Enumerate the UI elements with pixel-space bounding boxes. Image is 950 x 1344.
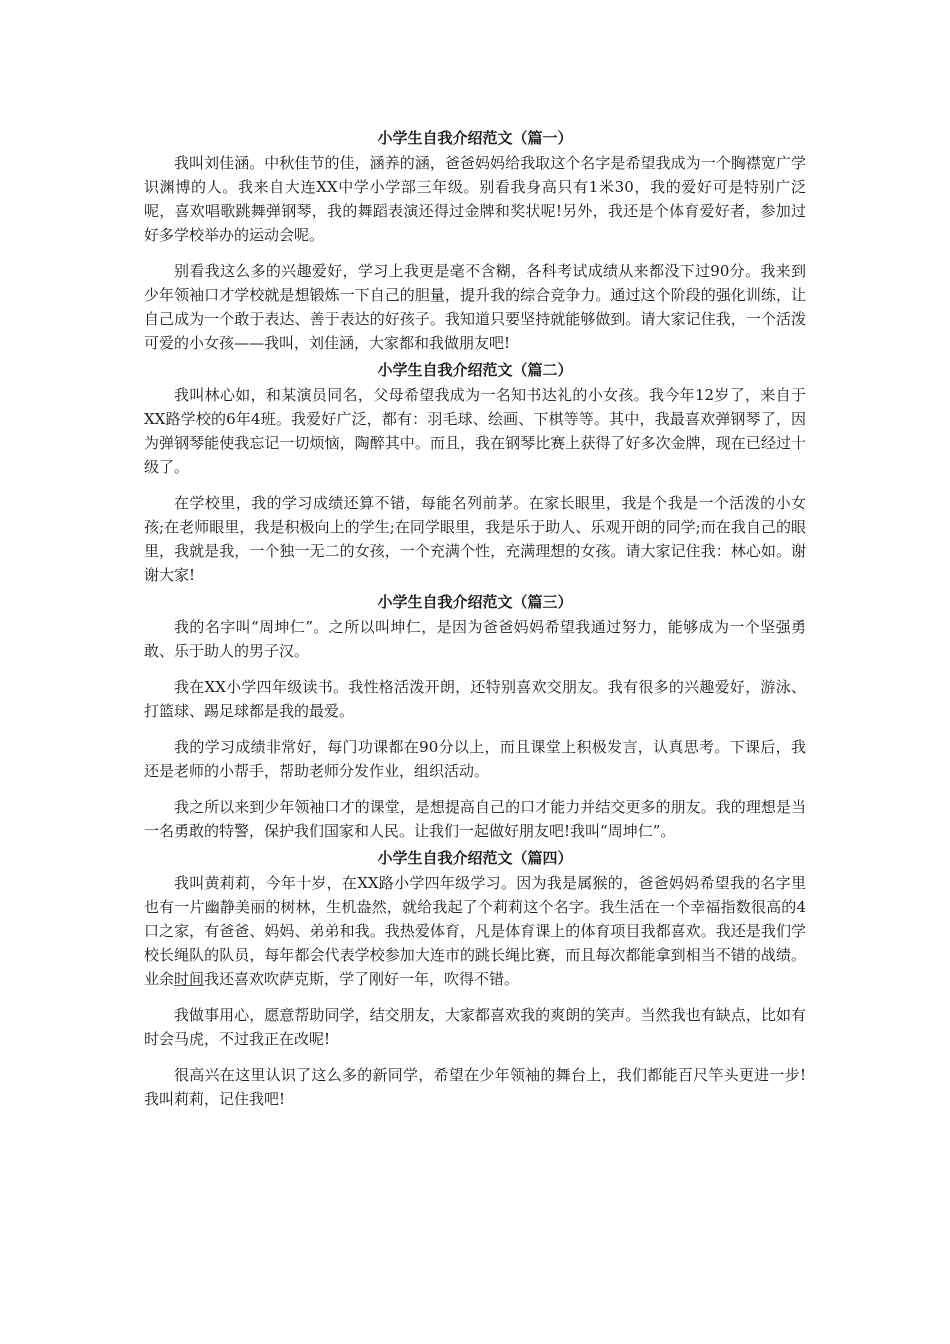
- paragraph: 我叫林心如，和某演员同名，父母希望我成为一名知书达礼的小女孩。我今年12岁了，来自于XX路学校的6年4班。我爱好广泛，都有：羽毛球、绘画、下棋等等。其中，我最喜欢弹钢琴了，因为弹钢琴能使我忘记一切烦恼，陶醉其中。而且，我在钢琴比赛上获得了好多次金牌，现在已经过十级了。: [144, 386, 806, 476]
- paragraph: 别看我这么多的兴趣爱好，学习上我更是毫不含糊，各科考试成绩从来都没下过90分。我来到少年领袖口才学校就是想锻炼一下自己的胆量，提升我的综合竞争力。通过这个阶段的强化训练，让自己成为一个敢于表达、善于表达的好孩子。我知道只要坚持就能够做到。请大家记住我，一个活泼可爱的小女孩——我叫，刘佳涵，大家都和我做朋友吧!: [144, 262, 806, 352]
- document-page: [144, 120, 806, 1113]
- section-title: 小学生自我介绍范文（篇二）: [377, 361, 573, 379]
- section-1: [144, 125, 806, 355]
- section-title: 小学生自我介绍范文（篇一）: [377, 129, 573, 147]
- paragraph: 我在XX小学四年级读书。我性格活泼开朗，还特别喜欢交朋友。我有很多的兴趣爱好，游泳、打篮球、踢足球都是我的最爱。: [144, 678, 806, 720]
- paragraph: 我的名字叫“周坤仁”。之所以叫坤仁，是因为爸爸妈妈希望我通过努力，能够成为一个坚强勇敢、乐于助人的男子汉。: [144, 618, 806, 660]
- paragraph: 很高兴在这里认识了这么多的新同学，希望在少年领袖的舞台上，我们都能百尺竿头更进一步!我叫莉莉，记住我吧!: [144, 1066, 806, 1108]
- section-3: [144, 589, 806, 843]
- paragraph: 我叫刘佳涵。中秋佳节的佳，涵养的涵，爸爸妈妈给我取这个名字是希望我成为一个胸襟宽广学识渊博的人。我来自大连XX中学小学部三年级。别看我身高只有1米30，我的爱好可是特别广泛呢，喜欢唱歌跳舞弹钢琴，我的舞蹈表演还得过金牌和奖状呢!另外，我还是个体育爱好者，参加过好多学校举办的运动会呢。: [144, 154, 806, 244]
- section-2: [144, 357, 806, 587]
- section-title: 小学生自我介绍范文（篇四）: [377, 849, 573, 867]
- section-title: 小学生自我介绍范文（篇三）: [377, 593, 573, 611]
- paragraph: 在学校里，我的学习成绩还算不错，每能名列前茅。在家长眼里，我是个我是一个活泼的小女孩;在老师眼里，我是积极向上的学生;在同学眼里，我是乐于助人、乐观开朗的同学;而在我自己的眼里，我就是我，一个独一无二的女孩，一个充满个性，充满理想的女孩。请大家记住我：林心如。谢谢大家!: [144, 494, 806, 584]
- paragraph: [144, 871, 806, 991]
- section-4: [144, 845, 806, 1111]
- paragraph: 我之所以来到少年领袖口才的课堂，是想提高自己的口才能力并结交更多的朋友。我的理想是当一名勇敢的特警，保护我们国家和人民。让我们一起做好朋友吧!我叫“周坤仁”。: [144, 798, 806, 840]
- paragraph-text: 我叫黄莉莉，今年十岁，在XX路小学四年级学习。因为我是属猴的，爸爸妈妈希望我的名字里也有一片幽静美丽的树林，生机盎然，就给我起了个莉莉这个名字。我生活在一个幸福指数很高的4口之家，有爸爸、妈妈、弟弟和我。我热爱体育，凡是体育课上的体育项目我都喜欢。我还是我们学校长绳队的队员，每年都会代表学校参加大连市的跳长绳比赛，而且每次都能拿到相当不错的战绩。业余: [144, 874, 806, 988]
- paragraph: 我的学习成绩非常好，每门功课都在90分以上，而且课堂上积极发言，认真思考。下课后，我还是老师的小帮手，帮助老师分发作业，组织活动。: [144, 738, 806, 780]
- paragraph-text: 我还喜欢吹萨克斯，学了刚好一年，吹得不错。: [204, 970, 520, 988]
- paragraph: 我做事用心，愿意帮助同学，结交朋友，大家都喜欢我的爽朗的笑声。当然我也有缺点，比如有时会马虎，不过我正在改呢!: [144, 1006, 806, 1048]
- time-link[interactable]: 时间: [174, 970, 205, 988]
